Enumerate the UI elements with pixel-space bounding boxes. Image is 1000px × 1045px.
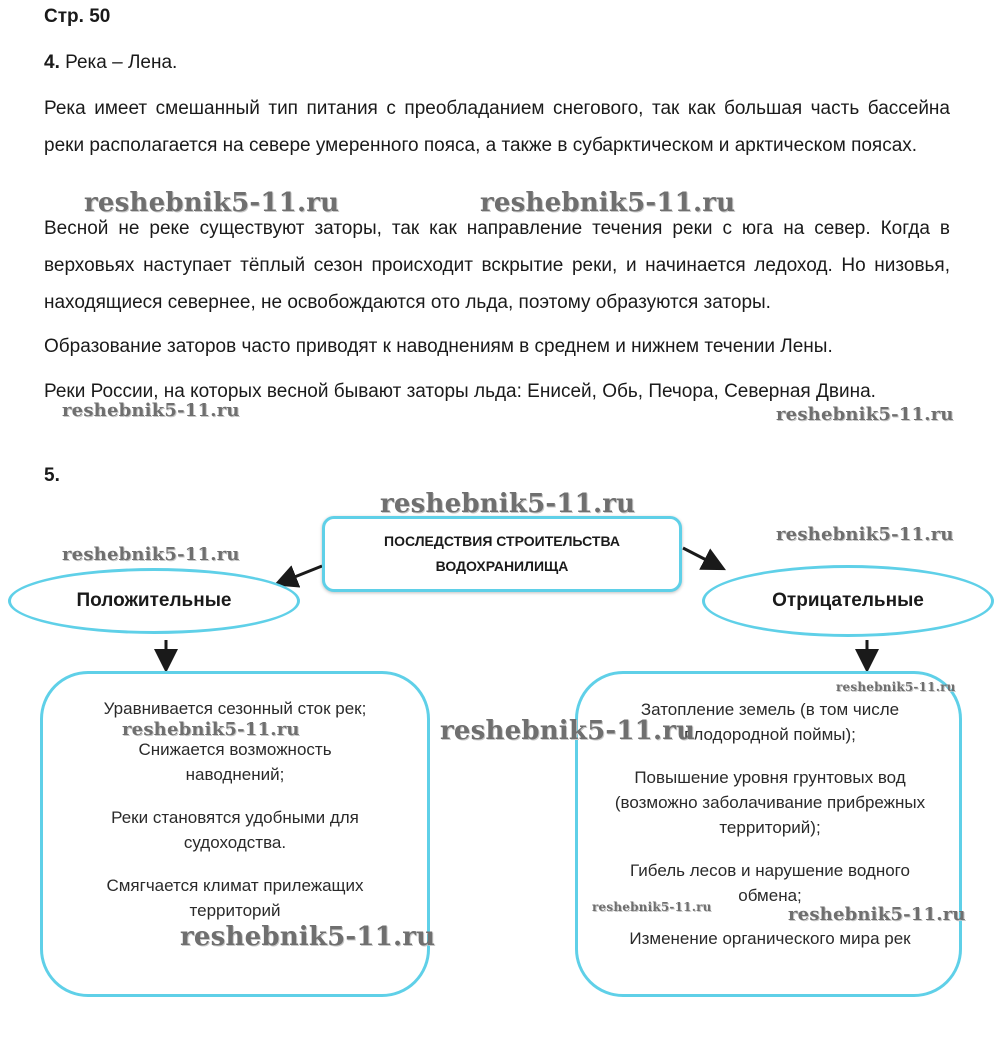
watermark: reshebnik5-11.ru <box>84 188 340 218</box>
positive-item-2: Снижается возможность наводнений; <box>138 740 332 784</box>
negative-item-4: Изменение органического мира рек <box>629 929 911 948</box>
watermark: reshebnik5-11.ru <box>480 188 736 218</box>
negative-label: Отрицательные <box>772 590 924 611</box>
watermark: reshebnik5-11.ru <box>836 680 956 694</box>
watermark: reshebnik5-11.ru <box>440 716 696 746</box>
watermark: reshebnik5-11.ru <box>62 544 240 565</box>
diagram-title-box <box>322 516 682 592</box>
task-4-title: Река – Лена. <box>65 52 178 73</box>
diagram-title-line-1: ПОСЛЕДСТВИЯ СТРОИТЕЛЬСТВА <box>384 533 620 549</box>
watermark: reshebnik5-11.ru <box>380 489 636 519</box>
task-4-number: 4. <box>44 52 60 73</box>
positive-item-3: Реки становятся удобными для судоходства. <box>111 808 359 852</box>
watermark: reshebnik5-11.ru <box>180 922 436 952</box>
watermark: reshebnik5-11.ru <box>788 904 966 925</box>
positive-label: Положительные <box>76 590 232 611</box>
task-5-number: 5. <box>44 465 60 486</box>
task-4-paragraph-1: Река имеет смешанный тип питания с преобладанием снегового, так как большая часть бассейна реки располагается на севере умеренного пояса, а также в субарктическом и арктическом поясах. <box>44 98 950 156</box>
negative-item-2: Повышение уровня грунтовых вод (возможно заболачивание прибрежных территорий); <box>614 768 926 837</box>
watermark: reshebnik5-11.ru <box>592 900 712 914</box>
task-4-paragraph-4: Реки России, на которых весной бывают заторы льда: Енисей, Обь, Печора, Северная Двина. <box>44 381 876 402</box>
watermark: reshebnik5-11.ru <box>776 404 954 425</box>
positive-ellipse <box>8 568 300 634</box>
arrow-to-negative <box>683 548 718 566</box>
task-4-paragraph-3: Образование заторов часто приводят к наводнениям в среднем и нижнем течении Лены. <box>44 336 833 357</box>
watermark: reshebnik5-11.ru <box>122 719 300 740</box>
diagram-title-line-2: ВОДОХРАНИЛИЩА <box>435 558 569 574</box>
negative-item-3: Гибель лесов и нарушение водного обмена; <box>630 861 910 905</box>
watermark: reshebnik5-11.ru <box>776 524 954 545</box>
negative-ellipse <box>702 565 994 637</box>
task-4-paragraph-2: Весной не реке существуют заторы, так как направление течения реки с юга на север. Когда в верховьях наступает тёплый сезон происходит вскрытие реки, и начинается ледоход. Но низовья, находящиеся севернее, не освобождаются ото льда, поэтому образуются заторы. <box>44 218 950 313</box>
positive-item-4: Смягчается климат прилежащих территорий <box>106 876 364 920</box>
page-number: Стр. 50 <box>44 6 111 27</box>
negative-item-1: Затопление земель (в том числе плодородной поймы); <box>640 700 900 744</box>
arrow-to-positive <box>282 566 322 582</box>
positive-item-1: Уравнивается сезонный сток рек; <box>103 699 367 718</box>
watermark: reshebnik5-11.ru <box>62 400 240 421</box>
